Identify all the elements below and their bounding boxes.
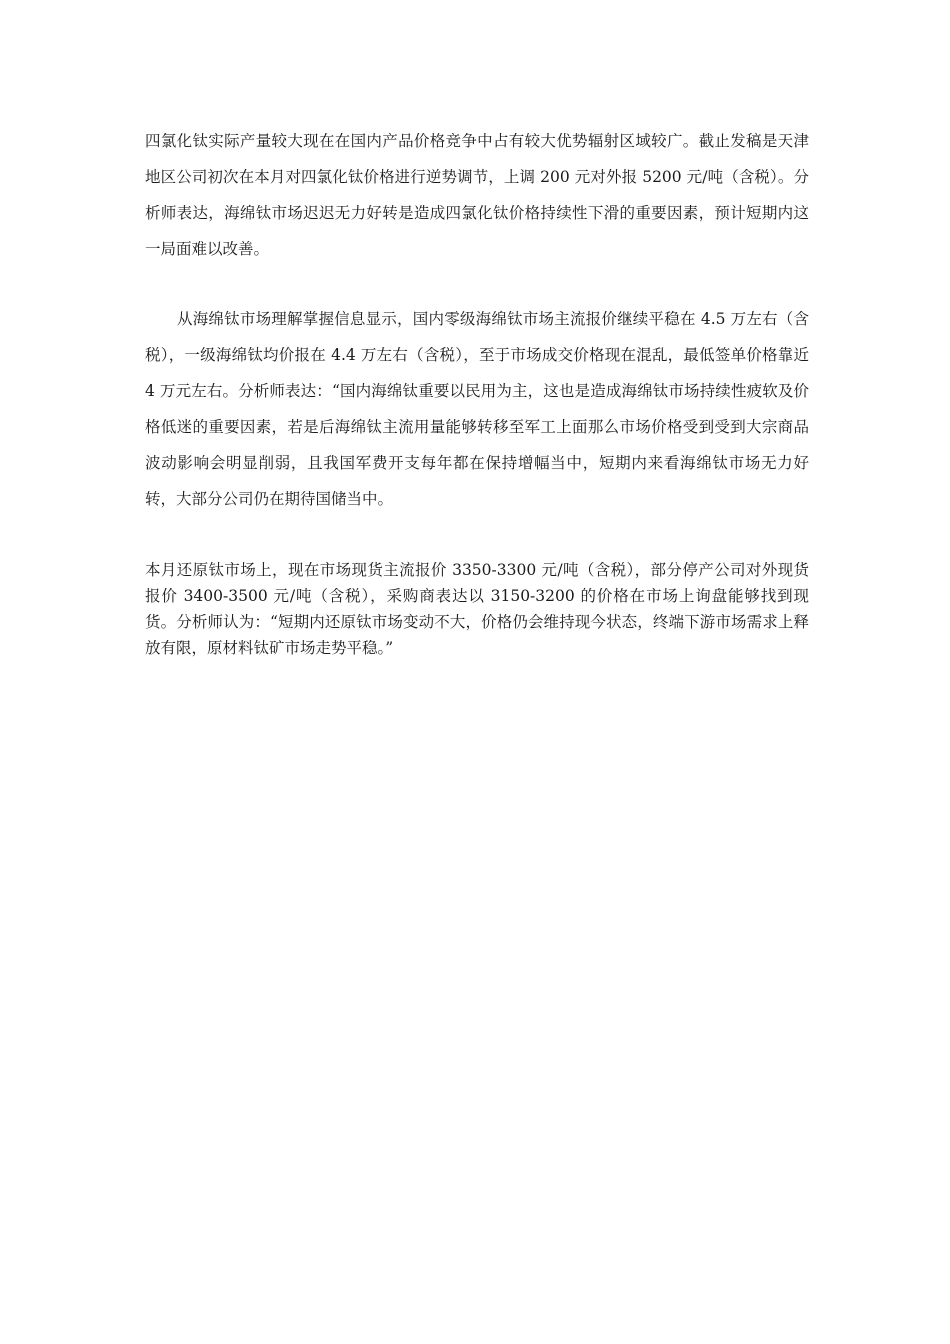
paragraph-titanium-tetrachloride: 四氯化钛实际产量较大现在在国内产品价格竞争中占有较大优势辐射区域较广。截止发稿是天津地区公司初次在本月对四氯化钛价格进行逆势调节，上调 200 元对外报 5200 元/吨（含税）。分析师表达，海绵钛市场迟迟无力好转是造成四氯化钛价格持续性下滑的重要因素，预计短期内这一局面难以改善。 bbox=[145, 132, 809, 258]
paragraph-titanium-sponge: 从海绵钛市场理解掌握信息显示，国内零级海绵钛市场主流报价继续平稳在 4.5 万左右（含税），一级海绵钛均价报在 4.4 万左右（含税），至于市场成交价格现在混乱，最低签单价格靠近 4 万元左右。分析师表达：“国内海绵钛重要以民用为主，这也是造成海绵钛市场持续性疲软及价格低迷的重要因素，若是后海绵钛主流用量能够转移至军工上面那么市场价格受到受到大宗商品波动影响会明显削弱，且我国军费开支每年都在保持增幅当中，短期内来看海绵钛市场无力好转，大部分公司仍在期待国储当中。 bbox=[145, 310, 809, 508]
paragraph-reduced-titanium: 本月还原钛市场上，现在市场现货主流报价 3350-3300 元/吨（含税），部分停产公司对外现货报价 3400-3500 元/吨（含税），采购商表达以 3150-3200 的价格在市场上询盘能够找到现货。分析师认为：“短期内还原钛市场变动不大，价格仍会维持现今状态，终端下游市场需求上释放有限，原材料钛矿市场走势平稳。” bbox=[145, 561, 809, 657]
